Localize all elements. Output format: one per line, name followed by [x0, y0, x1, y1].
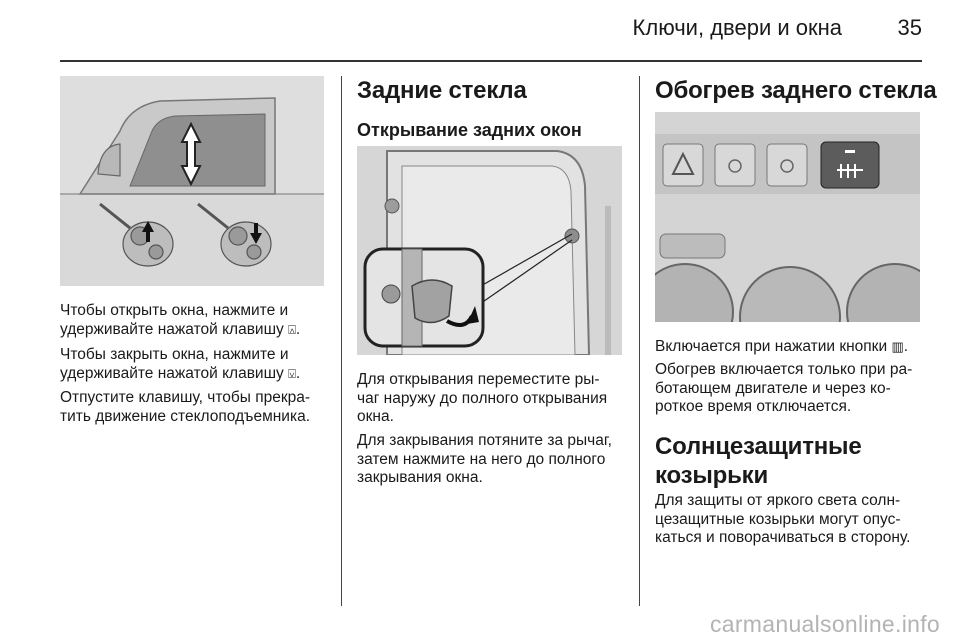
- window-open-icon: ⍓: [288, 321, 296, 337]
- section-heading-rear-window-heating: Обогрев заднего стекла: [655, 77, 937, 104]
- column-divider-2: [639, 76, 640, 606]
- paragraph-activation: Включается при нажатии кнопки ▥.: [655, 338, 909, 355]
- paragraph-open-windows: Чтобы открыть окна, нажмите и удерживайте нажатой клавишу ⍓.: [60, 302, 301, 338]
- rear-defrost-icon: ▥: [891, 339, 904, 354]
- paragraph-heating-conditions: Обогрев включается только при ра- ботающем двигателе и через ко- роткое время отключается.: [655, 361, 913, 415]
- watermark: carmanualsonline.info: [709, 611, 940, 637]
- paragraph-close-windows: Чтобы закрыть окна, нажмите и удерживайте нажатой клавишу ⍌.: [60, 346, 301, 382]
- subheading-opening-rear-windows: Открывание задних окон: [357, 120, 582, 140]
- section-heading-sun-visors: Солнцезащитные козырьки: [655, 433, 862, 489]
- dashboard-defrost-illustration: [655, 112, 920, 322]
- page-header-title: Ключи, двери и окна: [632, 15, 842, 40]
- window-close-icon: ⍌: [288, 365, 296, 381]
- window-key-illustration: [60, 76, 324, 286]
- rear-window-latch-illustration: [357, 146, 622, 355]
- section-heading-rear-windows: Задние стекла: [357, 77, 527, 104]
- column-divider-1: [341, 76, 342, 606]
- paragraph-close-procedure: Для закрывания потяните за рычаг, затем нажмите на него до полного закрывания окна.: [357, 432, 612, 486]
- paragraph-open-procedure: Для открывания переместите ры- чаг наружу до полного открывания окна.: [357, 371, 608, 425]
- header-rule: [60, 60, 922, 62]
- paragraph-sun-visors: Для защиты от яркого света солн- цезащитные козырьки могут опус- каться и поворачиваться в сторону.: [655, 492, 911, 546]
- paragraph-release-key: Отпустите клавишу, чтобы прекра- тить движение стеклоподъемника.: [60, 389, 311, 425]
- page-number: 35: [897, 15, 922, 40]
